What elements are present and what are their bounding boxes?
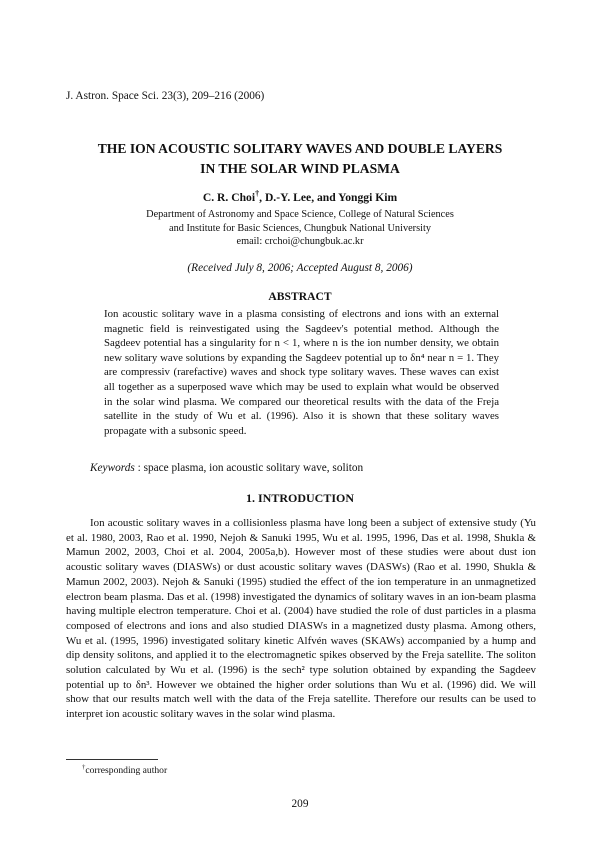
author-list (0, 191, 600, 204)
author-email: email: crchoi@chungbuk.ac.kr (236, 236, 364, 247)
corresponding-dagger: † (255, 189, 260, 199)
introduction-text: Ion acoustic solitary waves in a collisionless plasma have long been a subject of extensive study (Yu et al. 1980, 2003, Rao et al. 1990, Nejoh & Sanuki 1995, Wu et al. 1995, 1996, Das et al. 1998, Shukla & Mamun 2002, 2003, Choi et al. 2004, 2005a,b). However most of these studies were about dust ion acoustic solitary waves (DIASWs) or dust acoustic solitary waves (DASWs) (Rao et al. 1990, Shukla & Mamun 2002, 2003). Nejoh & Sanuki (1995) studied the effect of the ion temperature in an unmagnetized electron beam plasma. Das et al. (1998) investigated the dynamics of solitary waves in an ion-beam plasma having multiple electron temperature. Choi et al. (2004) have studied the role of dust particles in a plasma composed of electrons and ions and also studied DIASWs in a magnetized dusty plasma. Among others, Wu et al. (1995, 1996) investigated solitary kinetic Alfvén waves (SKAWs) accompanied by a hump and dip density solitons, and applied it to the electromagnetic spikes observed by the Freja satellite. The soliton solution calculated by Wu et al. (1996) is the sech² type solution obtained by expanding the Sagdeev potential up to δn³. However we obtained the higher order solutions than Wu et al. (1996) did. We will show that our results match well with the data of the Freja satellite. Therefore our results can be used to interpret ion acoustic solitary waves in the solar wind plasma. (66, 517, 536, 721)
affiliation-line-2: and Institute for Basic Sciences, Chungbuk National University (169, 222, 431, 234)
journal-reference: J. Astron. Space Sci. 23(3), 209–216 (2006) (66, 90, 265, 102)
footnote (82, 765, 167, 776)
abstract-heading: ABSTRACT (268, 290, 332, 303)
keywords (90, 462, 363, 474)
section-heading-introduction: 1. INTRODUCTION (245, 491, 354, 505)
page-number: 209 (291, 798, 309, 810)
keywords-text: space plasma, ion acoustic solitary wave, soliton (143, 462, 364, 474)
paper-title (60, 139, 540, 179)
affiliation (60, 208, 540, 249)
title-line-1: THE ION ACOUSTIC SOLITARY WAVES AND DOUBLE LAYERS (97, 141, 503, 156)
first-author: C. R. Choi (202, 191, 256, 204)
other-authors: , D.-Y. Lee, and Yonggi Kim (259, 191, 398, 204)
keywords-separator: : (134, 462, 144, 474)
footnote-text: corresponding author (85, 765, 168, 776)
title-line-2: IN THE SOLAR WIND PLASMA (200, 161, 400, 176)
footnote-divider (66, 759, 158, 760)
affiliation-line-1: Department of Astronomy and Space Science, College of Natural Sciences (146, 209, 454, 220)
footnote-dagger: † (82, 763, 86, 771)
keywords-label: Keywords (90, 462, 135, 474)
received-dates: (Received July 8, 2006; Accepted August 8, 2006) (187, 262, 413, 274)
abstract-text: Ion acoustic solitary wave in a plasma consisting of electrons and ions with an external magnetic field is reinvestigated using the Sagdeev's potential method. Although the Sagdeev potential has a singularity for n < 1, where n is the ion number density, we obtain new solitary wave solutions by expanding the Sagdeev potential up to δn⁴ near n = 1. They are compressiv (rarefactive) waves and shock type solitary waves. These waves can exist all together as a superposed wave which may be used to explain what would be observed in the solar wind plasma. We compared our theoretical results with the data of the Freja satellite in the study of Wu et al. (1996). Also it is shown that these solitary waves propagate with a subsonic speed. (104, 308, 499, 437)
